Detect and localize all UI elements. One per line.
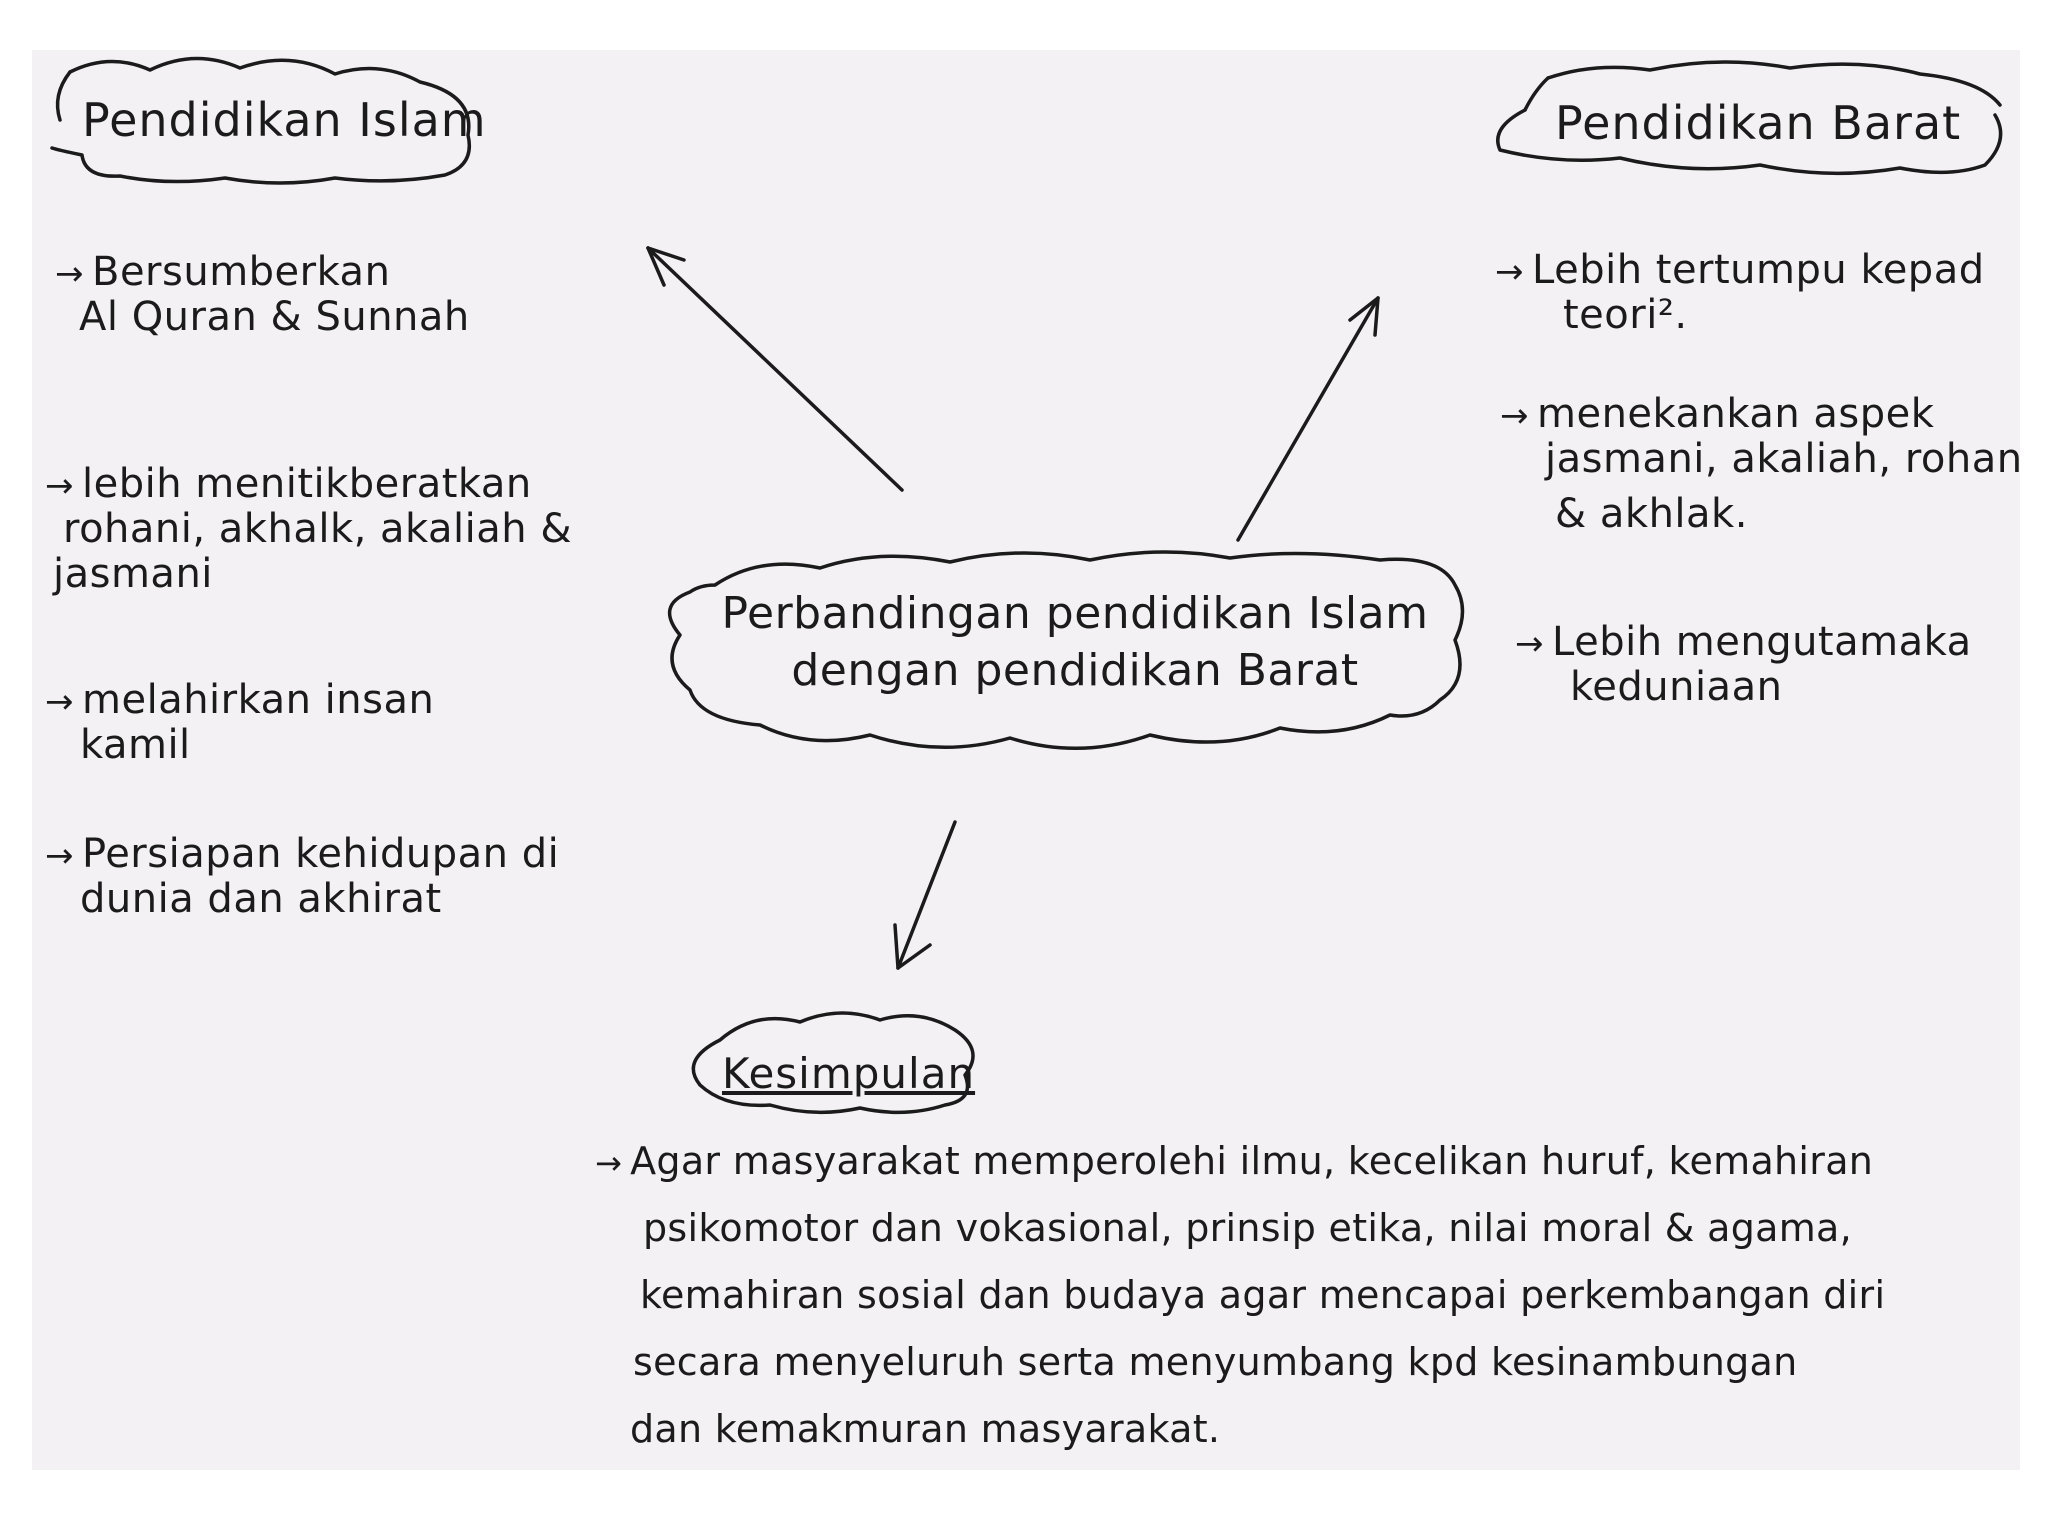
left-item-1: → Bersumberkan Al Quran & Sunnah [55, 249, 470, 340]
left-item-4: → Persiapan kehidupan di dunia dan akhirat [45, 831, 560, 922]
right-title: Pendidikan Barat [1555, 96, 1962, 150]
right-title-cloud-side [1525, 78, 1548, 110]
right-item-2: → menekankan aspek jasmani, akaliah, rohan & akhlak. [1500, 391, 2023, 537]
conclusion-title: Kesimpulan [722, 1049, 976, 1098]
arrow-bullet-icon: → [1495, 252, 1524, 292]
arrow-to-right [1238, 298, 1378, 540]
arrow-bullet-icon: → [1515, 624, 1544, 664]
arrow-bullet-icon: → [45, 836, 74, 876]
right-item-1: → Lebih tertumpu kepad teori². [1495, 247, 1985, 338]
arrow-to-left [648, 248, 902, 490]
conclusion-text: → Agar masyarakat memperolehi ilmu, kecelikan huruf, kemahiran psikomotor dan vokasional, prinsip etika, nilai moral & agama, kemahiran sosial dan budaya agar mencapai perkembangan diri secara menyeluruh serta menyumbang kpd kesinambungan dan kemakmuran masyarakat. [595, 1139, 1886, 1451]
left-title: Pendidikan Islam [82, 93, 487, 147]
arrow-bullet-icon: → [55, 254, 84, 294]
arrow-bullet-icon: → [1500, 396, 1529, 436]
left-item-2: → lebih menitikberatkan rohani, akhalk, akaliah & jasmani [45, 461, 573, 597]
right-item-3: → Lebih mengutamaka keduniaan [1515, 619, 1972, 710]
arrow-bullet-icon: → [595, 1144, 623, 1182]
center-title: Perbandingan pendidikan Islam dengan pendidikan Barat [721, 588, 1429, 697]
left-title-cloud-left [58, 72, 70, 120]
arrow-bullet-icon: → [45, 466, 74, 506]
left-item-3: → melahirkan insan kamil [45, 677, 435, 768]
arrow-bullet-icon: → [45, 682, 74, 722]
